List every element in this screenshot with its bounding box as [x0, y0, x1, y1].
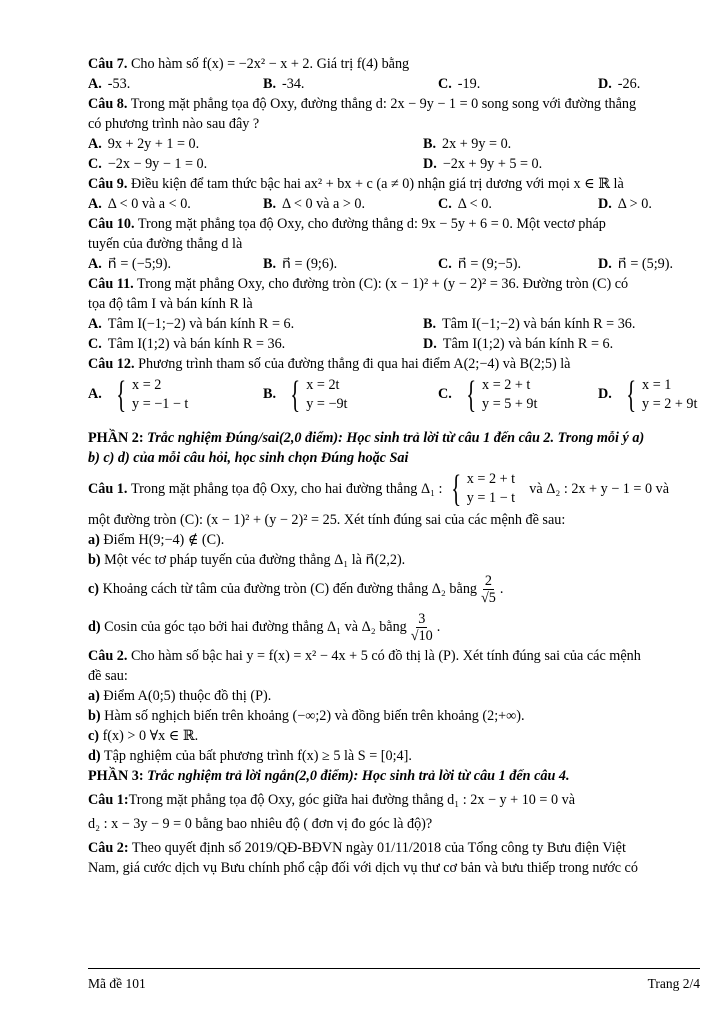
statement-label: c): [88, 728, 100, 744]
part-3-header: [88, 766, 700, 786]
option-b-label: B.: [263, 196, 277, 212]
option-a-label: A.: [88, 256, 102, 272]
question-8: [88, 94, 700, 114]
fraction: [479, 573, 498, 606]
system-row: x = 2 + t: [482, 377, 531, 393]
question-text: Trong mặt phẳng tọa độ Oxy, cho đường thẳng d: 9x − 5y + 6 = 0. Một vectơ pháp: [137, 216, 606, 232]
option-c-label: C.: [438, 386, 452, 403]
option-a: Δ < 0 và a < 0.: [107, 196, 191, 212]
question-11-options-ab: [88, 314, 700, 334]
question-label: Câu 9.: [88, 176, 128, 192]
option-c: -19.: [457, 76, 481, 92]
page-footer: [88, 968, 700, 995]
question-8-options-ab: [88, 134, 700, 154]
statement-label: d): [88, 748, 101, 764]
part-title: PHẦN 2:: [88, 430, 144, 446]
option-d-system: { x = 1 y = 2 + 9t: [625, 374, 698, 416]
option-d: Δ > 0.: [617, 196, 652, 212]
option-a-label: A.: [88, 136, 102, 152]
option-b: Tâm I(−1;−2) và bán kính R = 36.: [442, 316, 636, 332]
option-b-label: B.: [423, 316, 437, 332]
statement-label: c): [88, 580, 100, 597]
exam-page: [88, 54, 700, 878]
question-label: Câu 1:: [88, 792, 129, 808]
question-text-cont: tọa độ tâm I và bán kính R là: [88, 296, 253, 312]
part-2-question-2: [88, 646, 700, 666]
option-b: -34.: [282, 76, 305, 92]
option-a-label: A.: [88, 76, 102, 92]
option-d-label: D.: [423, 336, 437, 352]
option-a: 9x + 2y + 1 = 0.: [107, 136, 200, 152]
statement-d: d) Cosin của góc tạo bởi hai đường thẳng Δ₁ và Δ₂ bằng $\frac{3}{√10}$ .: [88, 610, 441, 644]
option-c-label: C.: [88, 336, 102, 352]
question-11: [88, 274, 700, 294]
system-row: y = −9t: [306, 396, 348, 412]
page-number: Trang 2/4: [647, 976, 700, 991]
question-label: Câu 11.: [88, 276, 134, 292]
question-12: [88, 354, 700, 374]
line-system: { x = 2 + t y = 1 − t: [450, 468, 516, 510]
part-title: PHẦN 3:: [88, 768, 144, 784]
question-text: Trong mặt phẳng tọa độ Oxy, góc giữa hai đường thẳng d₁ : 2x − y + 10 = 0 và: [128, 792, 576, 808]
option-d: -26.: [617, 76, 641, 92]
option-c-label: C.: [438, 256, 452, 272]
question-10: [88, 214, 700, 234]
fraction-numerator: 2: [484, 572, 492, 589]
question-label: Câu 1.: [88, 480, 128, 497]
question-10-options: [88, 254, 700, 274]
system-row: y = 5 + 9t: [482, 396, 538, 412]
statement-c: c) Khoảng cách từ tâm của đường tròn (C) đến đường thẳng Δ₂ bằng $\frac{2}{√5}$ .: [88, 572, 504, 606]
option-b-label: B.: [263, 256, 277, 272]
question-label: Câu 2:: [88, 840, 129, 856]
question-text: Theo quyết định số 2019/QĐ-BĐVN ngày 01/11/2018 của Tổng công ty Bưu điện Việt: [131, 840, 626, 856]
fraction: [409, 611, 435, 644]
option-b-label: B.: [423, 136, 437, 152]
option-c: n⃗ = (9;−5).: [457, 256, 522, 272]
statement-text: Hàm số nghịch biến trên khoảng (−∞;2) và đồng biến trên khoảng (2;+∞).: [104, 708, 525, 724]
question-label: Câu 10.: [88, 216, 135, 232]
option-d-label: D.: [598, 76, 612, 92]
statement-label: a): [88, 532, 100, 548]
statement-a: [88, 686, 700, 706]
option-b: Δ < 0 và a > 0.: [282, 196, 366, 212]
option-d: Tâm I(1;2) và bán kính R = 6.: [442, 336, 614, 352]
question-text: Cho hàm số f(x) = −2x² − x + 2. Giá trị f(4) bằng: [130, 56, 410, 72]
question-text-after: và Δ₂ : 2x + y − 1 = 0 và: [529, 480, 670, 497]
option-c: −2x − 9y − 1 = 0.: [107, 156, 208, 172]
part-3-question-1: [88, 790, 700, 810]
system-row: x = 2t: [306, 377, 340, 393]
system-row: x = 2: [132, 377, 162, 393]
statement-d: [88, 746, 700, 766]
question-7-options: [88, 74, 700, 94]
question-text: Điều kiện để tam thức bậc hai ax² + bx + c (a ≠ 0) nhận giá trị dương với mọi x ∈ ℝ là: [130, 176, 624, 192]
statement-label: b): [88, 552, 101, 568]
option-a-label: A.: [88, 316, 102, 332]
option-d: n⃗ = (5;9).: [617, 256, 674, 272]
option-c-label: C.: [88, 156, 102, 172]
part-2-header: [88, 428, 700, 448]
fraction-denominator: √10: [410, 627, 433, 644]
option-c: Δ < 0.: [457, 196, 492, 212]
question-text-cont: một đường tròn (C): (x − 1)² + (y − 2)² = 25. Xét tính đúng sai của các mệnh đề sau:: [88, 512, 566, 528]
part-2-question-1: [88, 468, 700, 510]
statement-c: [88, 726, 700, 746]
part-description: Trắc nghiệm Đúng/sai(2,0 điểm): Học sinh trả lời từ câu 1 đến câu 2. Trong mỗi ý a): [143, 430, 645, 446]
option-a: Tâm I(−1;−2) và bán kính R = 6.: [107, 316, 295, 332]
system-row: y = −1 − t: [132, 396, 189, 412]
part-description: Trắc nghiệm trả lời ngắn(2,0 điểm): Học sinh trả lời từ câu 1 đến câu 4.: [143, 768, 570, 784]
question-9-options: [88, 194, 700, 214]
option-d: −2x + 9y + 5 = 0.: [442, 156, 543, 172]
statement-text: f(x) > 0 ∀x ∈ ℝ.: [102, 728, 199, 744]
question-label: Câu 2.: [88, 648, 128, 664]
exam-code: Mã đề 101: [88, 976, 146, 991]
option-c-label: C.: [438, 76, 452, 92]
option-b-label: B.: [263, 76, 277, 92]
fraction-numerator: 3: [418, 610, 426, 627]
question-text-cont: có phương trình nào sau đây ?: [88, 116, 260, 132]
statement-label: d): [88, 618, 101, 635]
system-row: x = 2 + t: [466, 471, 516, 487]
option-d-label: D.: [598, 386, 612, 403]
statement-b: [88, 550, 700, 570]
question-text: Cho hàm số bậc hai y = f(x) = x² − 4x + 5 có đồ thị là (P). Xét tính đúng sai của các mệnh: [130, 648, 641, 664]
option-d-label: D.: [598, 256, 612, 272]
option-b: n⃗ = (9;6).: [282, 256, 338, 272]
question-8-options-cd: [88, 154, 700, 174]
statement-label: a): [88, 688, 100, 704]
statement-text: Điểm H(9;−4) ∉ (C).: [103, 532, 225, 548]
system-row: y = 1 − t: [466, 490, 516, 506]
question-text-cont: Nam, giá cước dịch vụ Bưu chính phổ cập đối với dịch vụ thư cơ bản và bưu thiếp trong nước có: [88, 860, 638, 876]
part-description-cont: b) c) d) của mỗi câu hỏi, học sinh chọn Đúng hoặc Sai: [88, 450, 409, 466]
option-c-system: { x = 2 + t y = 5 + 9t: [465, 374, 538, 416]
option-a: n⃗ = (−5;9).: [107, 256, 172, 272]
system-row: x = 1: [642, 377, 672, 393]
option-a-label: A.: [88, 196, 102, 212]
question-label: Câu 8.: [88, 96, 128, 112]
statement-text: Tập nghiệm của bất phương trình f(x) ≥ 5 là S = [0;4].: [103, 748, 412, 764]
option-c-label: C.: [438, 196, 452, 212]
statement-label: b): [88, 708, 101, 724]
question-11-options-cd: [88, 334, 700, 354]
question-text: Trong mặt phẳng tọa độ Oxy, cho hai đường thẳng Δ₁ :: [130, 480, 443, 497]
statement-a: [88, 530, 700, 550]
statement-b: [88, 706, 700, 726]
statement-text: Điểm A(0;5) thuộc đồ thị (P).: [103, 688, 272, 704]
fraction-denominator: √5: [481, 589, 496, 606]
option-d-label: D.: [423, 156, 437, 172]
option-b-label: B.: [263, 386, 277, 403]
question-text-cont: đề sau:: [88, 668, 128, 684]
question-text: Trong mặt phẳng Oxy, cho đường tròn (C): (x − 1)² + (y − 2)² = 36. Đường tròn (C) có: [137, 276, 629, 292]
option-a-system: { x = 2 y = −1 − t: [115, 374, 189, 416]
question-label: Câu 7.: [88, 56, 128, 72]
option-b-system: { x = 2t y = −9t: [290, 374, 348, 416]
question-text-cont: tuyến của đường thẳng d là: [88, 236, 243, 252]
option-a: -53.: [107, 76, 131, 92]
question-7: [88, 54, 700, 74]
statement-text: Cosin của góc tạo bởi hai đường thẳng Δ₁ và Δ₂ bằng: [104, 618, 407, 635]
question-text: Trong mặt phẳng tọa độ Oxy, đường thẳng d: 2x − 9y − 1 = 0 song song với đường thẳng: [130, 96, 637, 112]
statement-text: Khoảng cách từ tâm của đường tròn (C) đến đường thẳng Δ₂ bằng: [102, 580, 478, 597]
option-c: Tâm I(1;2) và bán kính R = 36.: [107, 336, 286, 352]
question-text-cont: d₂ : x − 3y − 9 = 0 bằng bao nhiêu độ ( đơn vị đo góc là độ)?: [88, 816, 433, 832]
question-text: Phương trình tham số của đường thẳng đi qua hai điểm A(2;−4) và B(2;5) là: [138, 356, 571, 372]
question-9: [88, 174, 700, 194]
part-3-question-2: [88, 838, 700, 858]
question-label: Câu 12.: [88, 356, 135, 372]
option-d-label: D.: [598, 196, 612, 212]
option-a-label: A.: [88, 386, 102, 403]
system-row: y = 2 + 9t: [642, 396, 698, 412]
question-12-options: [88, 374, 700, 416]
statement-text: Một véc tơ pháp tuyến của đường thẳng Δ₁ là n⃗(2,2).: [104, 552, 406, 568]
option-b: 2x + 9y = 0.: [442, 136, 512, 152]
